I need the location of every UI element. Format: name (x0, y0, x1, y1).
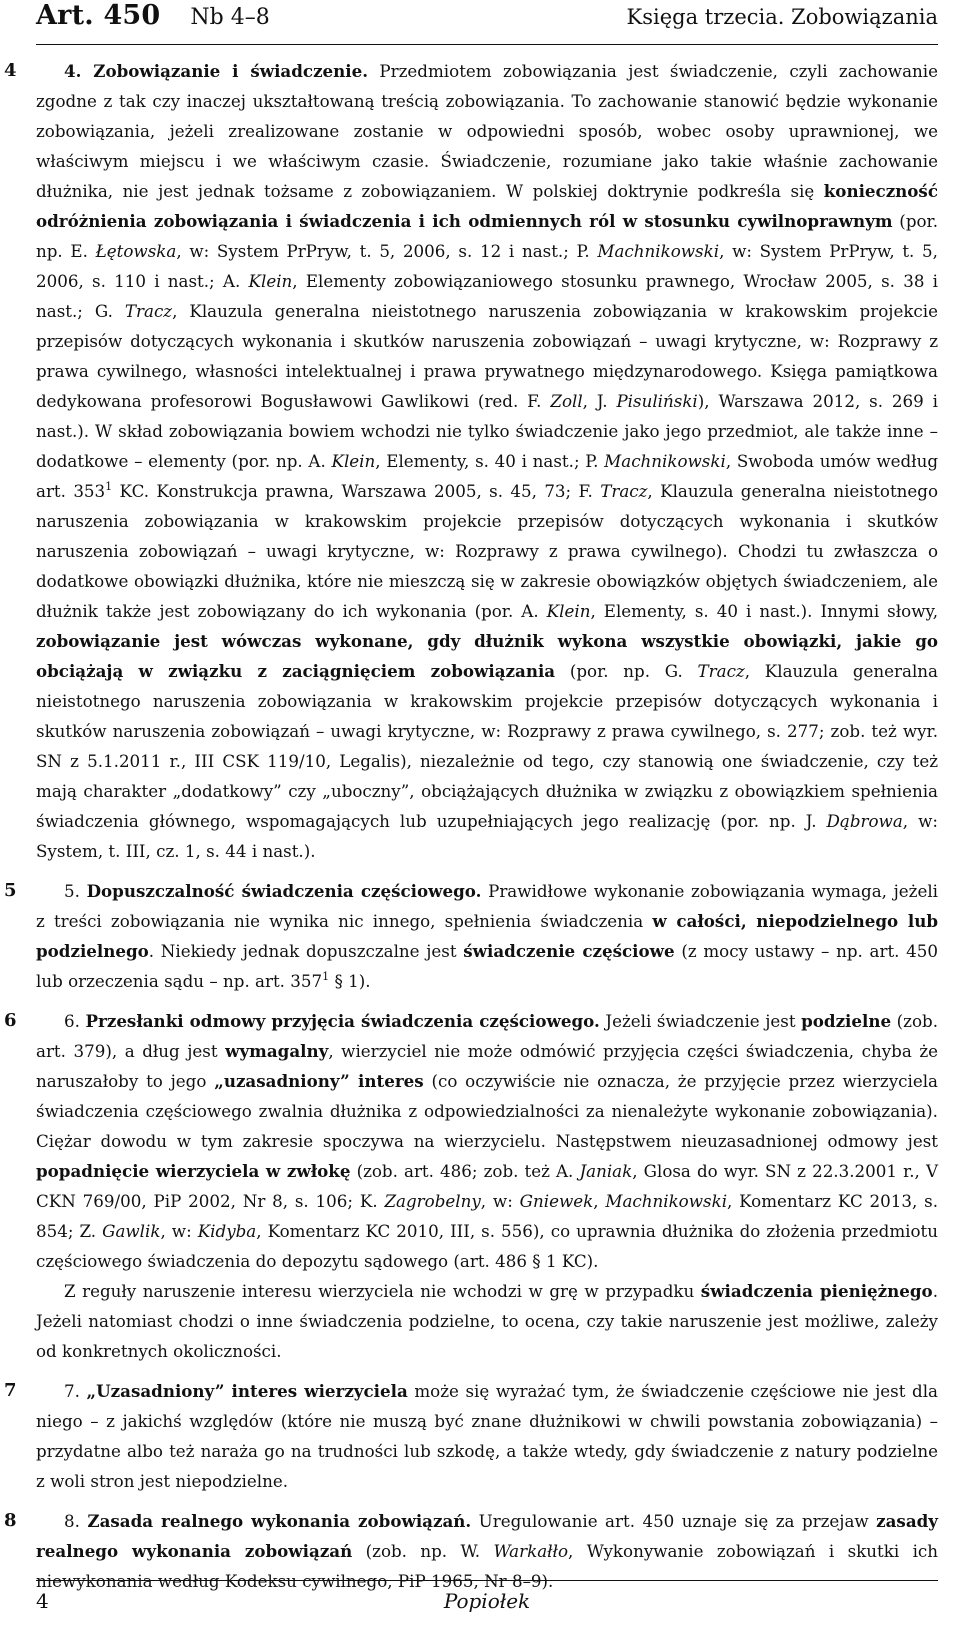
text-run: , w: System PrPryw, t. 5, 2006, s. 12 i nast.; P. (176, 241, 598, 261)
margin-number: 4 (4, 60, 17, 81)
text-run: (zob. np. W. (352, 1541, 494, 1561)
text-run: , Wykonywanie zobowiązań i skutki ich niewykonania według Kodeksu cywilnego, PiP 1965, Nr 8–9). (36, 1541, 939, 1591)
bold-text: podzielne (801, 1011, 892, 1031)
author-name-italic: Gawlik (102, 1221, 161, 1241)
author-name-italic: Janiak (579, 1161, 633, 1181)
text-run: Prawidłowe wykonanie zobowiązania wymaga, jeżeli z treści zobowiązania nie wynika nic innego, spełnienia świadczenia (36, 881, 938, 931)
margin-number: 8 (4, 1510, 17, 1531)
author-name-italic: Zoll (550, 391, 583, 411)
text-run: § 1). (329, 971, 371, 991)
bold-text: „uzasadniony” interes (214, 1071, 424, 1091)
text-run: , Glosa do wyr. SN z 22.3.2001 r., V CKN 769/00, PiP 2002, Nr 8, s. 106; K. (36, 1161, 939, 1211)
running-header (36, 0, 938, 45)
text-run: , w: System, t. III, cz. 1, s. 44 i nast.). (36, 811, 939, 861)
text-run: , w: (480, 1191, 520, 1211)
text-run: Uregulowanie art. 450 uznaje się za przejaw (471, 1511, 877, 1531)
author-name-italic: Tracz (697, 661, 745, 681)
bold-text: zasady realnego wykonania zobowiązań (36, 1511, 939, 1561)
text-run: może się wyrażać tym, że świadczenie częściowe nie jest dla niego – z jakichś względów (które nie muszą być znane dłużnikowi w chwili powstania zobowiązania) – przydatne albo też naraża go na trudności lub szkodę, a także wtedy, gdy świadczenie z natury podzielne z woli stron jest niepodzielne. (36, 1381, 938, 1491)
text-run: , Komentarz KC 2010, III, s. 556), co uprawnia dłużnika do złożenia przedmiotu częściowego świadczenia do depozytu sądowego (art. 486 § 1 KC). (36, 1221, 938, 1271)
book-title: Księga trzecia. Zobowiązania (626, 5, 938, 29)
bold-text: „Uzasadniony” interes wierzyciela (86, 1381, 408, 1401)
text-run: 6. (64, 1011, 86, 1031)
text-run: . Niekiedy jednak dopuszczalne jest (148, 941, 464, 961)
author-name-italic: Klein (331, 451, 376, 471)
text-run: Jeżeli świadczenie jest (599, 1011, 802, 1031)
margin-number: 6 (4, 1010, 17, 1031)
text-run: (z mocy ustawy – np. art. 450 lub orzeczenia sądu – np. art. 357 (36, 941, 938, 991)
author-name-italic: Kidyba (197, 1221, 257, 1241)
bold-text: konieczność odróżnienia zobowiązania i świadczenia i ich odmiennych ról w stosunku cywilnoprawnym (36, 181, 938, 231)
bold-text: świadczenia pieniężnego (700, 1281, 933, 1301)
bold-text: Zasada realnego wykonania zobowiązań. (87, 1511, 472, 1531)
author-name-italic: Warkałło (493, 1541, 569, 1561)
text-run: 8. (64, 1511, 88, 1531)
numbered-paragraph (4, 1006, 939, 1276)
numbered-paragraph (4, 1376, 938, 1496)
text-run: . Jeżeli natomiast chodzi o inne świadczenia podzielne, to ocena, czy takie naruszenie jest możliwe, zależy od konkretnych okoliczności. (36, 1281, 938, 1361)
text-run: (zob. art. 486; zob. też A. (350, 1161, 580, 1181)
author-name-italic: Tracz (124, 301, 173, 321)
text-run: (zob. art. 379), a dług jest (36, 1011, 939, 1061)
paragraph-continuation (36, 1276, 938, 1366)
superscript: 1 (322, 970, 330, 983)
page-number: 4 (36, 1589, 49, 1613)
bold-text: Dopuszczalność świadczenia częściowego. (86, 881, 482, 901)
article-label: Art. 450 (36, 0, 161, 31)
text-run: Z reguły naruszenie interesu wierzyciela nie wchodzi w grę w przypadku (64, 1281, 701, 1301)
text-run: , (593, 1191, 606, 1211)
text-run: , J. (582, 391, 617, 411)
author-name-italic: Machnikowski (604, 451, 726, 471)
author-name-italic: Dąbrowa (826, 811, 903, 831)
text-run: , Elementy zobowiązaniowego stosunku prawnego, Wrocław 2005, s. 38 i nast.; G. (36, 271, 939, 321)
author-name-italic: Tracz (600, 481, 648, 501)
numbered-paragraph (4, 56, 939, 866)
bold-text: popadnięcie wierzyciela w zwłokę (36, 1161, 351, 1181)
text-run: (por. np. G. (555, 661, 698, 681)
bold-text: 4. Zobowiązanie i świadczenie. (64, 61, 369, 81)
bold-text: zobowiązanie jest wówczas wykonane, gdy dłużnik wykona wszystkie obowiązki, jakie go obciążają w związku z zaciągnięciem zobowiązania (36, 631, 938, 681)
author-name-italic: Machnikowski (605, 1191, 728, 1211)
text-run: , Swoboda umów według art. 353 (36, 451, 938, 501)
text-run: , Klauzula generalna nieistotnego naruszenia zobowiązania w krakowskim projekcie przepisów dotyczących wykonania i skutków naruszenia zobowiązań – uwagi krytyczne, w: Rozprawy z prawa cywilnego, s. 277; zob. też wyr. SN z 5.1.2011 r., III CSK 119/10, Legalis), niezależnie od tego, czy stanowią one świadczenie, czy też mają charakter „dodatkowy” czy „uboczny”, obciążających dłużnika w związku z obowiązkiem spełnienia świadczenia głównego, wspomagających lub uzupełniających jego realizację (por. np. J. (36, 661, 938, 831)
page-footer (36, 1580, 938, 1617)
text-run: , Klauzula generalna nieistotnego naruszenia zobowiązania w krakowskim projekcie przepisów dotyczących wykonania i skutków naruszenia zobowiązań – uwagi krytyczne, w: Rozprawy z prawa cywilnego). Chodzi tu zwłaszcza o dodatkowe obowiązki dłużnika, które nie mieszczą się w zakresie obowiązków objętych świadczeniem, ale dłużnik także jest zobowiązany do ich wykonania (por. A. (36, 481, 938, 621)
text-run: (co oczywiście nie oznacza, że przyjęcie przez wierzyciela świadczenia częściowego zwalnia dłużnika z odpowiedzialności za nienależyte wykonanie zobowiązania). Ciężar dowodu w tym zakresie spoczywa na wierzycielu. Następstwem nieuzasadnionej odmowy jest (36, 1071, 938, 1151)
bold-text: Przesłanki odmowy przyjęcia świadczenia częściowego. (85, 1011, 600, 1031)
text-run: , Komentarz KC 2013, s. 854; Z. (36, 1191, 938, 1241)
margin-number-range: Nb 4–8 (190, 5, 270, 30)
author-name-italic: Machnikowski (597, 241, 720, 261)
text-run: , Elementy, s. 40 i nast.; P. (375, 451, 605, 471)
bold-text: w całości, niepodzielnego lub podzielnego (36, 911, 938, 961)
author-name-italic: Gniewek (519, 1191, 594, 1211)
text-run: , Elementy, s. 40 i nast.). Innymi słowy, (590, 601, 938, 621)
bold-text: świadczenie częściowe (463, 941, 675, 961)
numbered-paragraph (4, 876, 938, 996)
text-run: , w: (160, 1221, 198, 1241)
text-run: 5. (64, 881, 87, 901)
superscript: 1 (105, 480, 113, 493)
header-left (36, 0, 270, 31)
author-name-italic: Zagrobelny (384, 1191, 481, 1211)
text-run: Przedmiotem zobowiązania jest świadczenie, czyli zachowanie zgodne z tak czy inaczej ukształtowaną treścią zobowiązania. To zachowanie stanowić będzie wykonanie zobowiązania, jeżeli zrealizowane zostanie w odpowiedni sposób, wobec osoby uprawnionej, we właściwym miejscu i we właściwym czasie. Świadczenie, rozumiane jako takie właśnie zachowanie dłużnika, nie jest jednak tożsame z zobowiązaniem. W polskiej doktrynie podkreśla się (36, 61, 938, 201)
text-run: , w: System PrPryw, t. 5, 2006, s. 110 i nast.; A. (36, 241, 938, 291)
commentary-body (4, 56, 939, 1596)
text-run: 7. (64, 1381, 87, 1401)
text-run: ), Warszawa 2012, s. 269 i nast.). W skład zobowiązania bowiem wchodzi nie tylko świadczenie jako jego przedmiot, ale także inne – dodatkowe – elementy (por. np. A. (36, 391, 938, 471)
author-name-italic: Pisuliński (616, 391, 698, 411)
author-name: Popiołek (443, 1589, 531, 1613)
author-name-italic: Klein (248, 271, 293, 291)
text-run: , Klauzula generalna nieistotnego naruszenia zobowiązania w krakowskim projekcie przepisów dotyczących wykonania i skutków naruszenia zobowiązań – uwagi krytyczne, w: Rozprawy z prawa cywilnego, własności intelektualnej i prawa prywatnego międzynarodowego. Księga pamiątkowa dedykowana profesorowi Bogusławowi Gawlikowi (red. F. (36, 301, 938, 411)
text-run: , wierzyciel nie może odmówić przyjęcia części świadczenia, chyba że naruszałoby to jego (36, 1041, 938, 1091)
margin-number: 5 (4, 880, 17, 901)
author-name-italic: Klein (546, 601, 591, 621)
text-run: KC. Konstrukcja prawna, Warszawa 2005, s. 45, 73; F. (112, 481, 601, 501)
margin-number: 7 (4, 1380, 17, 1401)
author-name-italic: Łętowska (95, 241, 177, 261)
text-run: (por. np. E. (36, 211, 938, 261)
bold-text: wymagalny (225, 1041, 329, 1061)
